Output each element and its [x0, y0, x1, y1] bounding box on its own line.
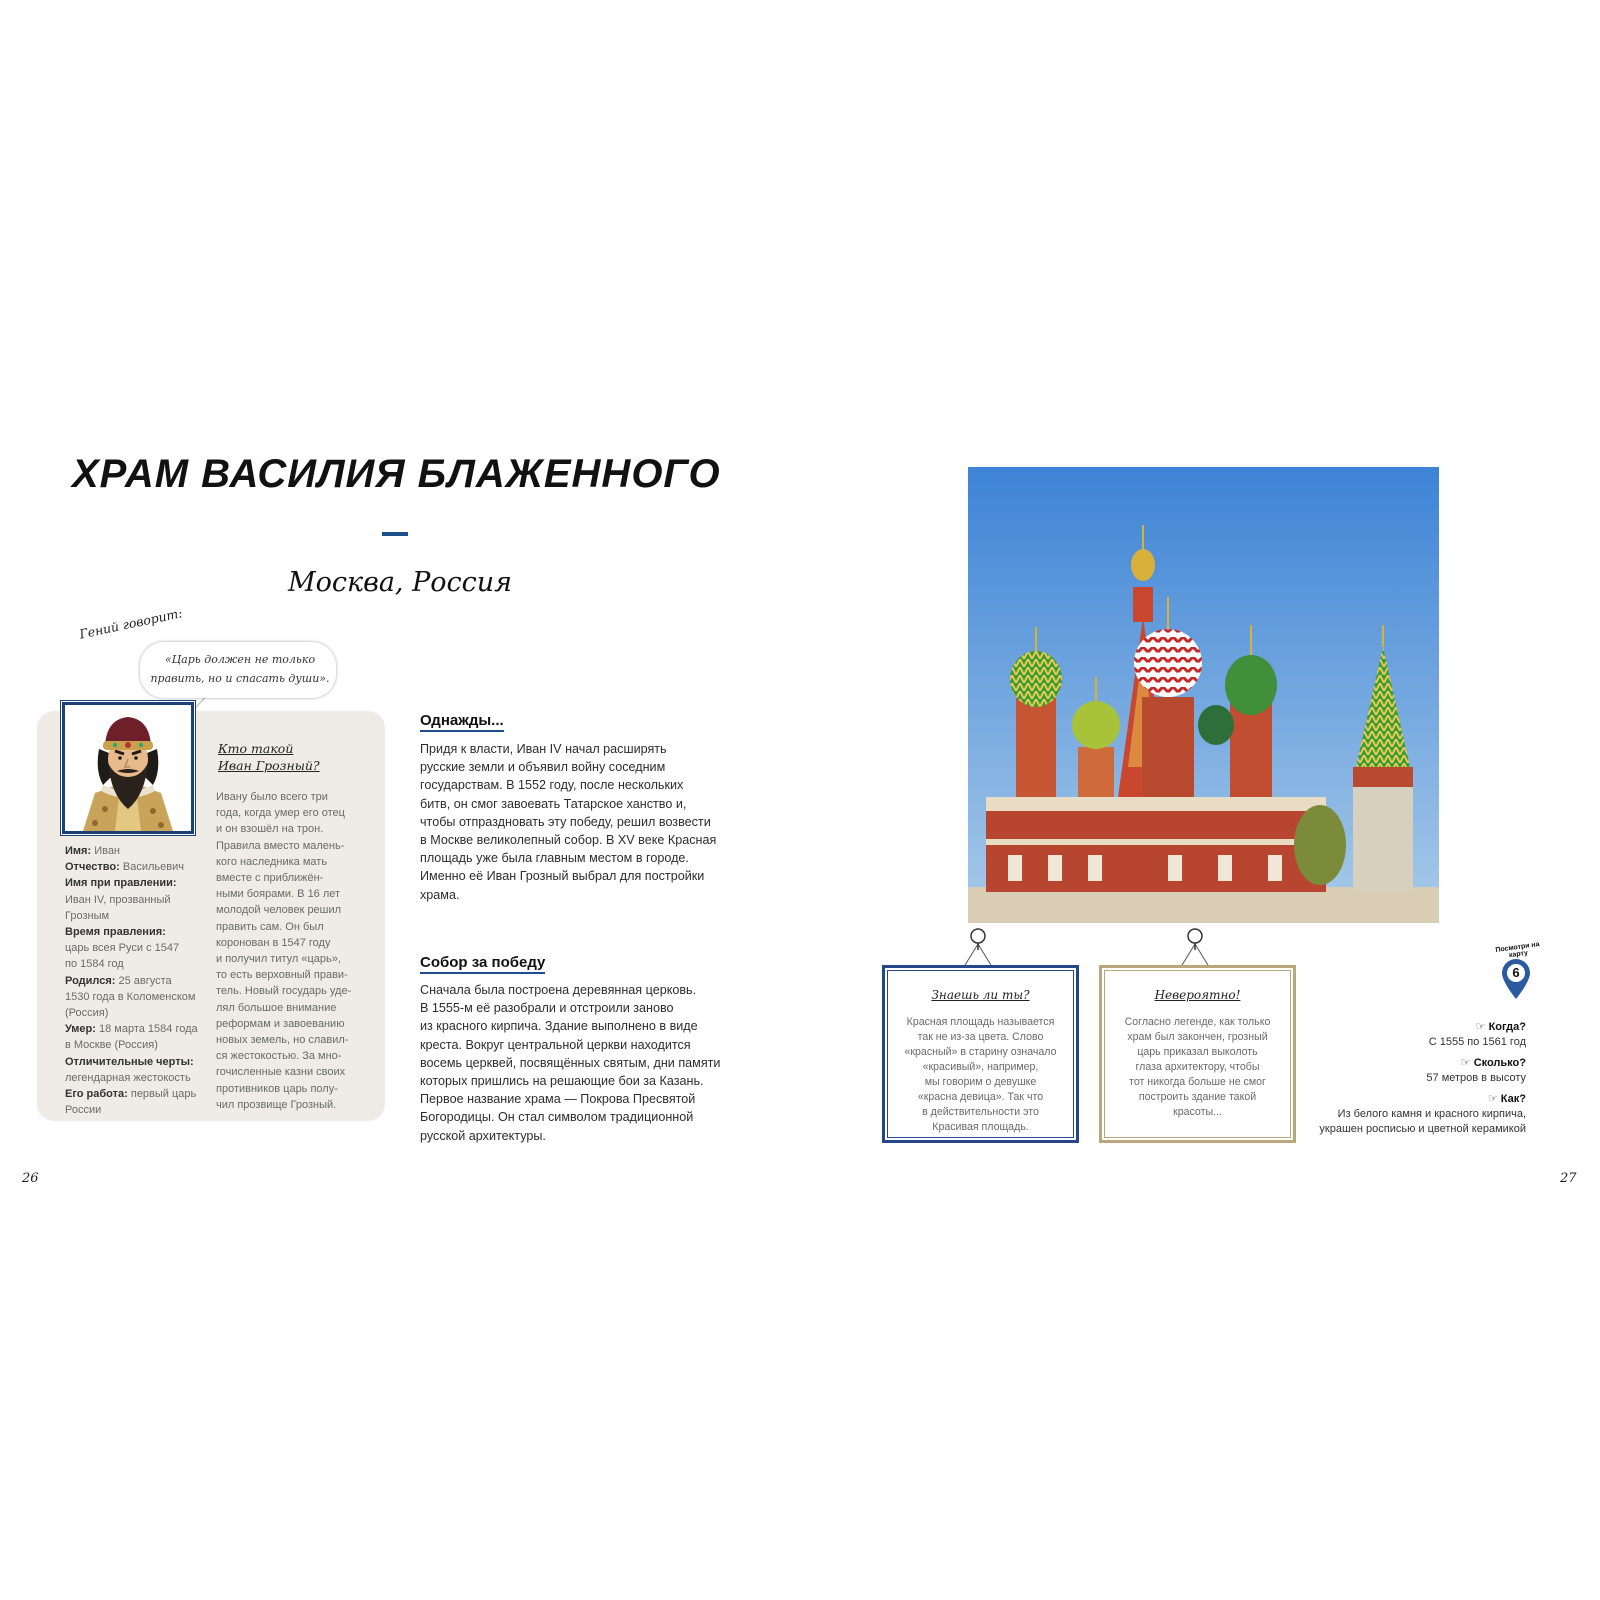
incredible-text: Согласно легенде, как только храм был закончен, грозный царь приказал выколоть глаза архитектору, чтобы тот никогда больше не смог построить здание такой красоты... — [1124, 1016, 1271, 1118]
info-when: ☞ Когда? — [1475, 1021, 1526, 1033]
map-marker-label: Посмотри на карту — [1495, 940, 1540, 960]
facts-list: Имя: Иван Отчество: Васильевич Имя при правлении: Иван IV, прозванный Грозным Время правления: царь всея Руси с 1547 по 1584 год Родился: 25 августа 1530 года в Коломенском (Россия) Умер: 18 марта 1584 года в Москве (Россия) Отличительные черты: легендарная жестокость Его работа: первый царь России — [65, 843, 215, 1118]
pointing-hand-icon: ☞ — [1475, 1021, 1486, 1033]
pointing-hand-icon: ☞ — [1460, 1057, 1471, 1069]
pushpin-icon — [958, 924, 998, 970]
fact-died: Умер: 18 марта 1584 года — [65, 1023, 198, 1036]
fact-work: Его работа: первый царь — [65, 1088, 197, 1101]
cathedral-photo — [968, 467, 1439, 923]
who-is-ivan-text: Ивану было всего три года, когда умер его отец и он взошёл на трон. Правила вместо малень- кого наследника мать вместе с приближён- ными боярами. В 16 лет молодой человек решил править сам. Он был коронован в 1547 году и получил титул «царь», то есть верховный прави- тель. Новый государь уде- лял большое внимание реформам и завоеванию новых земель, но славил- ся жестокостью. За мно- гочисленные казни своих противников царь полу- чил прозвище Грозный. — [216, 791, 352, 1111]
pushpin-icon — [1175, 924, 1215, 970]
info-when-value: С 1555 по 1561 год — [1428, 1036, 1526, 1048]
fact-patronymic: Отчество: Васильевич — [65, 861, 184, 874]
fact-born: Родился: 25 августа — [65, 974, 172, 987]
page-number-left: 26 — [22, 1171, 39, 1186]
section-victory-heading: Собор за победу — [420, 954, 545, 974]
did-you-know-text: Красная площадь называется так не из-за цвета. Слово «красный» в старину означало «красивый», например, мы говорим о девушке «красна девица». Так что в действительности это Красивая площадь. — [904, 1016, 1057, 1133]
ivan-illustration-icon — [65, 705, 191, 831]
genius-says-label: Гений говорит: — [78, 605, 184, 642]
info-how-much-value: 57 метров в высоту — [1426, 1072, 1526, 1084]
fact-name: Имя: Иван — [65, 845, 121, 857]
section-once-heading: Однажды... — [420, 712, 504, 732]
did-you-know-frame — [882, 965, 1079, 1143]
incredible-title: Невероятно! — [1154, 988, 1241, 1002]
info-how-value-1: Из белого камня и красного кирпича, — [1337, 1108, 1526, 1120]
ivan-portrait — [62, 702, 194, 834]
fact-reign-time: Время правления: — [65, 926, 166, 939]
section-victory-text: Сначала была построена деревянная церковь. В 1555-м её разобрали и отстроили заново из красного кирпича. Здание выполнено в виде креста. Вокруг центральной церкви находится восемь церквей, посвящённых святым, дни памяти которых пришлись на решающие бои за Казань. Первое название храма — Покрова Пресвятой Богородицы. Он стал символом традиционной русской архитектуры. — [420, 983, 721, 1143]
info-how-value-2: украшен росписью и цветной керамикой — [1319, 1123, 1526, 1135]
info-how: ☞ Как? — [1487, 1093, 1526, 1105]
fact-traits: Отличительные черты: — [65, 1055, 194, 1068]
st-basils-cathedral-icon — [968, 467, 1439, 923]
section-once-text: Придя к власти, Иван IV начал расширять русские земли и объявил войну соседним государствам. В 1552 году, после нескольких битв, он смог завоевать Татарское ханство и, чтобы отпраздновать эту победу, решил возвести в Москве великолепный собор. В XV веке Красная площадь уже была главным местом в городе. Именно её Иван Грозный выбрал для постройки храма. — [420, 742, 717, 902]
incredible-frame — [1099, 965, 1296, 1143]
location-subtitle: Москва, Россия — [287, 567, 513, 598]
info-how-much: ☞ Сколько? — [1460, 1057, 1526, 1069]
page-number-right: 27 — [1560, 1171, 1577, 1186]
map-marker-number: 6 — [1512, 965, 1520, 980]
did-you-know-title: Знаешь ли ты? — [931, 988, 1030, 1002]
title-divider — [382, 532, 408, 536]
quote-text: «Царь должен не только править, но и спасать души». — [150, 653, 330, 685]
who-is-ivan-heading: Кто такой Иван Грозный? — [218, 741, 320, 773]
pointing-hand-icon: ☞ — [1487, 1093, 1498, 1105]
page-title: ХРАМ ВАСИЛИЯ БЛАЖЕННОГО — [72, 452, 721, 496]
fact-reign-name: Имя при правлении: — [65, 877, 177, 890]
